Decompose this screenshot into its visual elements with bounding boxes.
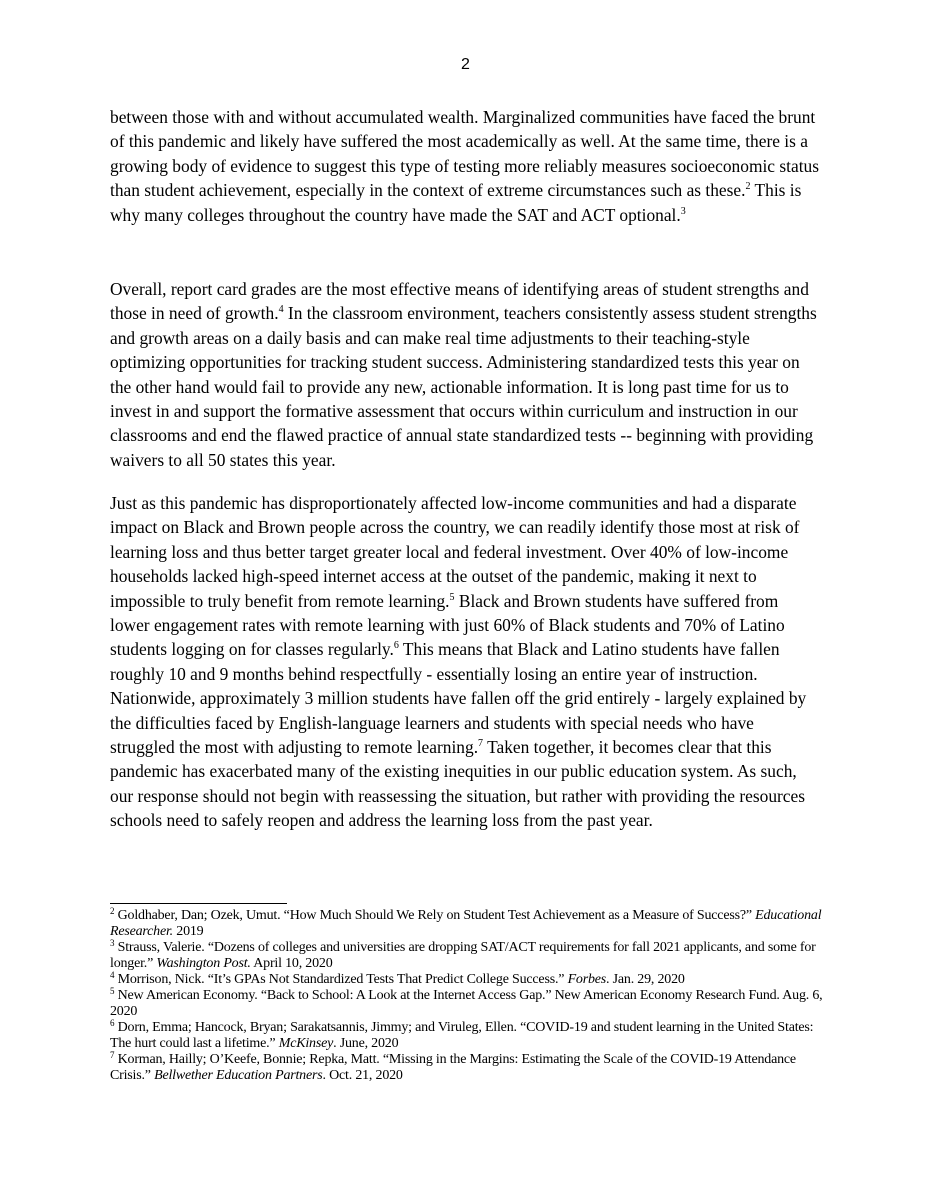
paragraph-text: In the classroom environment, teachers consistently assess student strengths and growth areas on a daily basis and can make real time adjustments to their teaching-style optimizing opportunities for tracking student success. Administering standardized tests this year on the other hand would fail to provide any new, actionable information. It is long past time for us to invest in and support the formative assessment that occurs within curriculum and instruction in our classrooms and end the flawed practice of annual state standardized tests -- beginning with providing waivers to all 50 states this year. — [110, 303, 817, 470]
footnote-number: 5 — [110, 986, 115, 996]
footnote-number: 3 — [110, 938, 115, 948]
footnote-4 — [110, 972, 830, 988]
footnote-date: . Jan. 29, 2020 — [606, 972, 685, 987]
footnote-2 — [110, 908, 830, 940]
footnote-6 — [110, 1020, 830, 1052]
footnote-citation: Korman, Hailly; O’Keefe, Bonnie; Repka, Matt. “Missing in the Margins: Estimating the Scale of the COVID-19 Attendance Crisis.” — [110, 1052, 796, 1083]
footnote-source: Forbes — [567, 972, 607, 987]
paragraph-text: Black and Brown students have suffered from lower engagement rates with remote learning with just 60% of Black students and 70% of Latino students logging on for classes regularly. — [110, 590, 785, 660]
footnote-date: 2019 — [172, 924, 204, 939]
page-number: 2 — [461, 56, 470, 73]
footnote-marker[interactable]: 6 — [393, 640, 399, 652]
footnote-source: Washington Post. — [156, 956, 251, 971]
footnote-separator — [110, 903, 287, 904]
paragraph-text: Just as this pandemic has disproportionately affected low-income communities and had a disparate impact on Black and Brown people across the country, we can readily identify those most at risk of learning loss and thus better target greater local and federal investment. Over 40% of low-income households lacked high-speed internet access at the outset of the pandemic, making it next to impossible to truly benefit from remote learning. — [110, 493, 800, 611]
footnote-number: 2 — [110, 906, 115, 916]
footnote-citation: Goldhaber, Dan; Ozek, Umut. “How Much Should We Rely on Student Test Achievement as a Measure of Success?” — [114, 908, 756, 923]
footnote-number: 6 — [110, 1018, 115, 1028]
footnote-3 — [110, 940, 830, 972]
footnote-marker[interactable]: 5 — [449, 591, 455, 603]
paragraph-text: This means that Black and Latino students have fallen roughly 10 and 9 months behind respectfully - essentially losing an entire year of instruction. Nationwide, approximately 3 million students have fallen off the grid entirely - largely explained by the difficulties faced by English-language learners and students with special needs who have struggled the most with adjusting to remote learning. — [110, 639, 807, 758]
paragraph-text: Taken together, it becomes clear that this pandemic has exacerbated many of the existing inequities in our public education system. As such, our response should not begin with reassessing the situation, but rather with providing the resources schools need to safely reopen and address the learning loss from the past year. — [110, 737, 806, 831]
footnote-number: 4 — [110, 970, 115, 980]
paragraph-text: between those with and without accumulated wealth. Marginalized communities have faced the brunt of this pandemic and likely have suffered the most academically as well. At the same time, there is a growing body of evidence to suggest this type of testing more reliably measures socioeconomic status than student achievement, especially in the context of extreme circumstances such as these. — [110, 107, 819, 201]
footnote-number: 7 — [110, 1050, 115, 1060]
paragraph-text: Overall, report card grades are the most effective means of identifying areas of student strengths and those in need of growth. — [110, 279, 809, 324]
footnote-marker[interactable]: 7 — [478, 738, 484, 750]
footnote-citation: Morrison, Nick. “It’s GPAs Not Standardized Tests That Predict College Success.” — [114, 972, 568, 987]
footnote-7 — [110, 1052, 830, 1084]
footnotes — [110, 908, 830, 1084]
footnote-marker[interactable]: 2 — [745, 181, 751, 193]
footnote-source: McKinsey — [278, 1036, 334, 1051]
footnote-date: . June, 2020 — [333, 1036, 399, 1051]
footnote-source: Bellwether Education Partners — [154, 1068, 323, 1083]
paragraph-1 — [110, 105, 822, 227]
paragraph-3 — [110, 491, 822, 833]
footnote-citation: Dorn, Emma; Hancock, Bryan; Sarakatsannis, Jimmy; and Viruleg, Ellen. “COVID-19 and student learning in the United States: The hurt could last a lifetime.” — [110, 1020, 814, 1051]
footnote-marker[interactable]: 4 — [278, 304, 284, 316]
footnote-source: Educational Researcher. — [110, 908, 822, 939]
footnote-marker[interactable]: 3 — [680, 205, 686, 217]
footnote-5 — [110, 988, 830, 1020]
paragraph-2 — [110, 277, 822, 472]
footnote-date: April 10, 2020 — [250, 956, 333, 971]
footnote-date: . Oct. 21, 2020 — [322, 1068, 403, 1083]
paragraph-text: This is why many colleges throughout the country have made the SAT and ACT optional. — [110, 180, 802, 225]
footnote-citation: New American Economy. “Back to School: A Look at the Internet Access Gap.” New American Economy Research Fund. Aug. 6, 2020 — [110, 988, 823, 1019]
footnote-citation: Strauss, Valerie. “Dozens of colleges and universities are dropping SAT/ACT requirements for fall 2021 applicants, and some for longer.” — [110, 940, 816, 971]
